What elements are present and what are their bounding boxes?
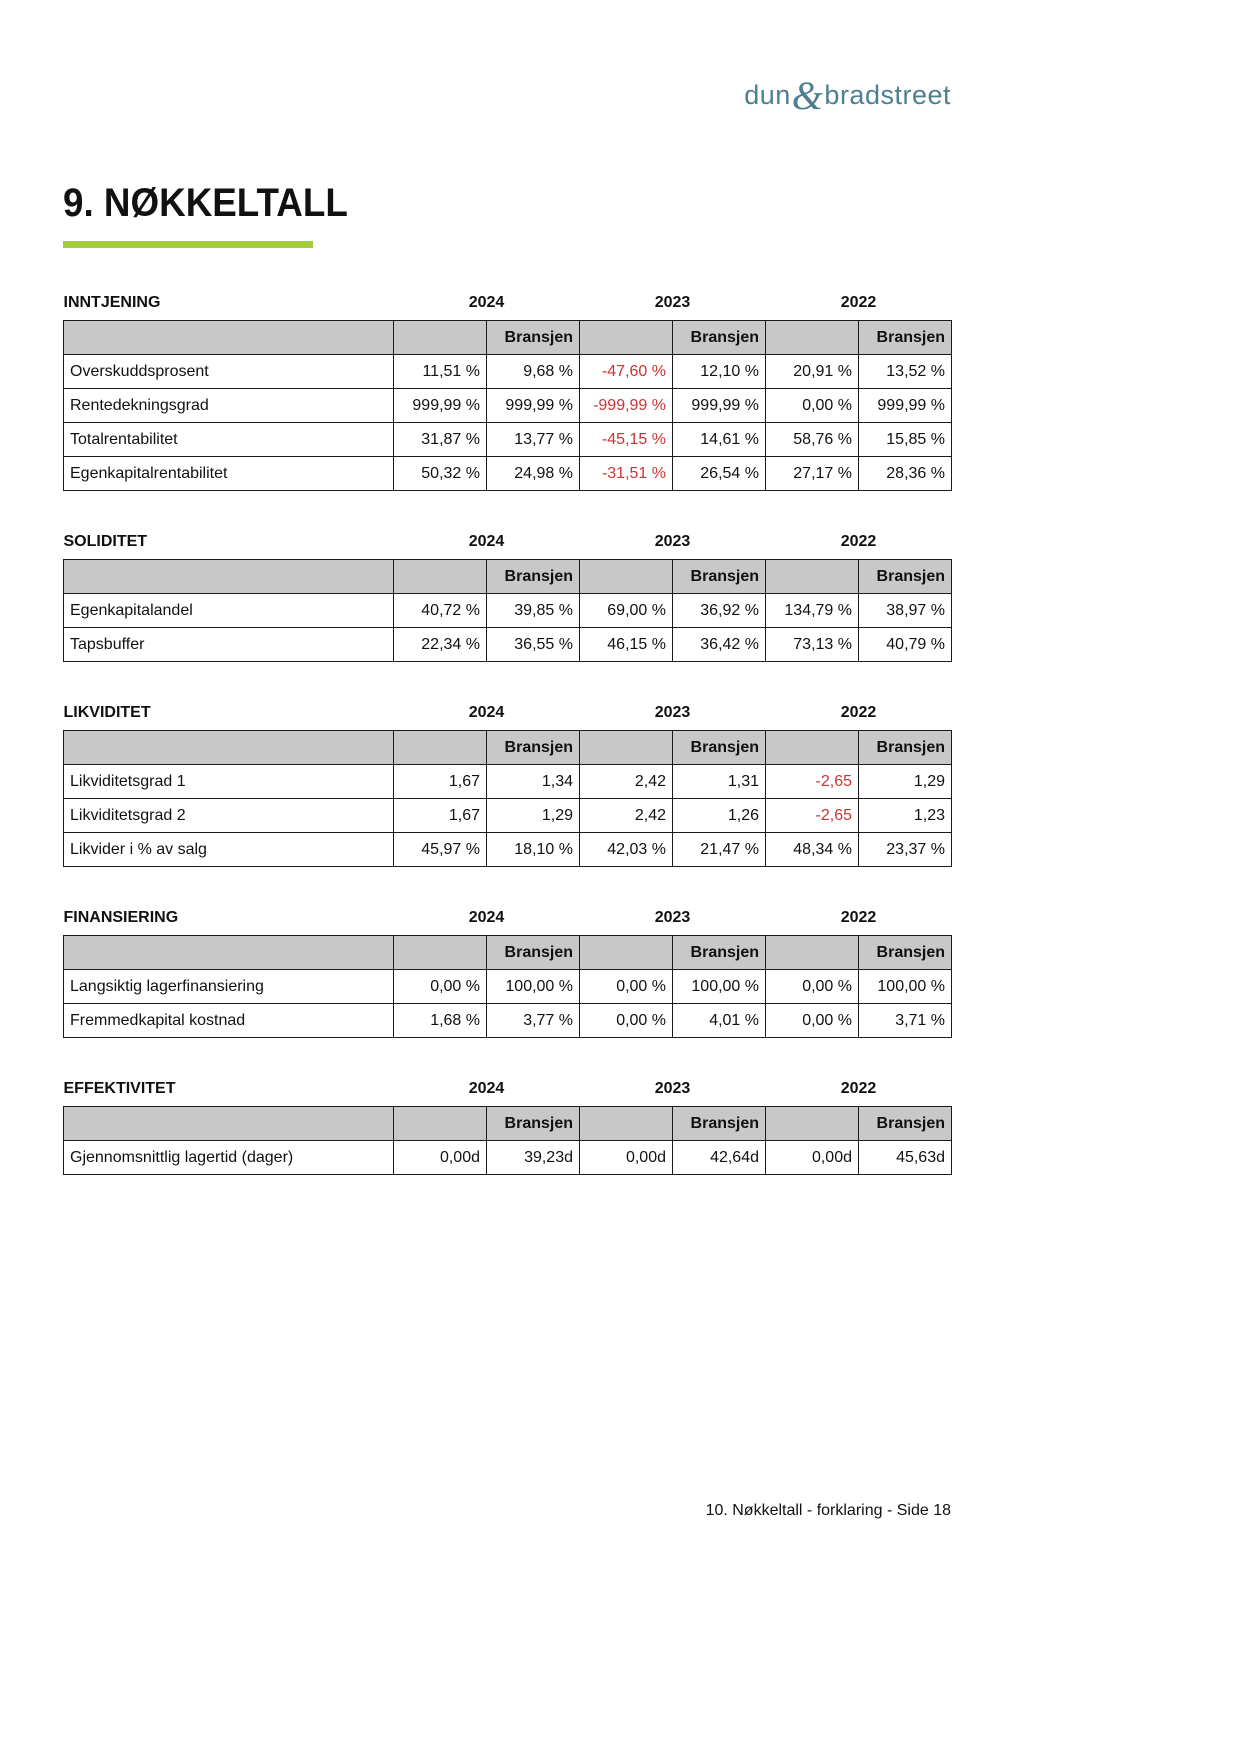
- value-cell: 46,15 %: [580, 628, 673, 662]
- value-cell: 999,99 %: [487, 389, 580, 423]
- industry-column-label: Bransjen: [673, 321, 766, 355]
- value-cell: 20,91 %: [766, 355, 859, 389]
- row-label: Langsiktig lagerfinansiering: [64, 970, 394, 1004]
- value-cell: 999,99 %: [859, 389, 952, 423]
- value-cell: -2,65: [766, 799, 859, 833]
- year-label: 2022: [840, 1080, 877, 1097]
- value-cell: 0,00 %: [580, 970, 673, 1004]
- value-cell: 27,17 %: [766, 457, 859, 491]
- value-cell: 0,00d: [580, 1141, 673, 1175]
- value-cell: 13,52 %: [859, 355, 952, 389]
- value-cell: 100,00 %: [859, 970, 952, 1004]
- value-cell: 18,10 %: [487, 833, 580, 867]
- year-label: 2023: [654, 909, 691, 926]
- empty-header-cell: [766, 560, 859, 594]
- value-cell: -999,99 %: [580, 389, 673, 423]
- value-cell: 28,36 %: [859, 457, 952, 491]
- ampersand-icon: &: [791, 73, 824, 118]
- value-cell: 2,42: [580, 765, 673, 799]
- year-label: 2024: [468, 704, 505, 721]
- value-cell: -2,65: [766, 765, 859, 799]
- value-cell: 2,42: [580, 799, 673, 833]
- industry-header-row: [64, 936, 952, 970]
- value-cell: 1,26: [673, 799, 766, 833]
- value-cell: 31,87 %: [394, 423, 487, 457]
- value-cell: 40,72 %: [394, 594, 487, 628]
- value-cell: 36,42 %: [673, 628, 766, 662]
- year-label: 2023: [654, 533, 691, 550]
- value-cell: 0,00 %: [766, 389, 859, 423]
- value-cell: 26,54 %: [673, 457, 766, 491]
- section-title-inntjening: INNTJENING: [63, 294, 161, 311]
- empty-header-cell: [394, 560, 487, 594]
- year-label: 2024: [468, 294, 505, 311]
- industry-header-row: [64, 1107, 952, 1141]
- table-row: [64, 970, 952, 1004]
- year-label: 2022: [840, 533, 877, 550]
- industry-column-label: Bransjen: [859, 731, 952, 765]
- empty-header-cell: [580, 936, 673, 970]
- industry-column-label: Bransjen: [487, 1107, 580, 1141]
- value-cell: 36,55 %: [487, 628, 580, 662]
- empty-header-cell: [580, 321, 673, 355]
- section-title-soliditet: SOLIDITET: [63, 533, 148, 550]
- industry-column-label: Bransjen: [859, 936, 952, 970]
- year-header-row: [64, 533, 952, 560]
- industry-column-label: Bransjen: [673, 936, 766, 970]
- empty-header-cell: [580, 1107, 673, 1141]
- section-title-effektivitet: EFFEKTIVITET: [63, 1080, 176, 1097]
- logo-word-dun: dun: [744, 80, 791, 110]
- value-cell: 1,68 %: [394, 1004, 487, 1038]
- table-row: [64, 594, 952, 628]
- table-row: [64, 1004, 952, 1038]
- row-label: Likvider i % av salg: [64, 833, 394, 867]
- empty-header-cell: [580, 560, 673, 594]
- value-cell: 134,79 %: [766, 594, 859, 628]
- row-label: Overskuddsprosent: [64, 355, 394, 389]
- page-footer: 10. Nøkkeltall - forklaring - Side 18: [705, 1502, 951, 1519]
- row-label: Fremmedkapital kostnad: [64, 1004, 394, 1038]
- value-cell: 1,31: [673, 765, 766, 799]
- title-underline: [63, 241, 313, 248]
- value-cell: 42,64d: [673, 1141, 766, 1175]
- empty-header-cell: [580, 731, 673, 765]
- table-soliditet: [63, 533, 952, 662]
- year-label: 2024: [468, 909, 505, 926]
- value-cell: 21,47 %: [673, 833, 766, 867]
- empty-header-cell: [766, 1107, 859, 1141]
- industry-column-label: Bransjen: [673, 560, 766, 594]
- year-header-row: [64, 704, 952, 731]
- value-cell: 11,51 %: [394, 355, 487, 389]
- value-cell: -31,51 %: [580, 457, 673, 491]
- empty-header-cell: [64, 731, 394, 765]
- value-cell: 3,71 %: [859, 1004, 952, 1038]
- empty-header-cell: [766, 321, 859, 355]
- value-cell: 40,79 %: [859, 628, 952, 662]
- value-cell: 14,61 %: [673, 423, 766, 457]
- year-label: 2022: [840, 294, 877, 311]
- table-row: [64, 833, 952, 867]
- industry-column-label: Bransjen: [487, 560, 580, 594]
- empty-header-cell: [394, 731, 487, 765]
- value-cell: 58,76 %: [766, 423, 859, 457]
- logo-word-bradstreet: bradstreet: [824, 80, 951, 110]
- empty-header-cell: [766, 936, 859, 970]
- value-cell: 45,63d: [859, 1141, 952, 1175]
- value-cell: 1,67: [394, 799, 487, 833]
- empty-header-cell: [394, 936, 487, 970]
- value-cell: 48,34 %: [766, 833, 859, 867]
- value-cell: 0,00 %: [394, 970, 487, 1004]
- industry-column-label: Bransjen: [487, 936, 580, 970]
- year-label: 2023: [654, 1080, 691, 1097]
- year-header-row: [64, 294, 952, 321]
- table-effektivitet: [63, 1080, 952, 1175]
- row-label: Egenkapitalandel: [64, 594, 394, 628]
- row-label: Egenkapitalrentabilitet: [64, 457, 394, 491]
- year-label: 2023: [654, 294, 691, 311]
- value-cell: 39,23d: [487, 1141, 580, 1175]
- empty-header-cell: [64, 560, 394, 594]
- empty-header-cell: [394, 321, 487, 355]
- row-label: Rentedekningsgrad: [64, 389, 394, 423]
- report-page: [63, 0, 951, 1175]
- value-cell: 100,00 %: [487, 970, 580, 1004]
- tables-container: [63, 294, 951, 1175]
- value-cell: -47,60 %: [580, 355, 673, 389]
- table-row: [64, 765, 952, 799]
- value-cell: 1,23: [859, 799, 952, 833]
- value-cell: 0,00 %: [766, 970, 859, 1004]
- empty-header-cell: [64, 321, 394, 355]
- value-cell: 3,77 %: [487, 1004, 580, 1038]
- empty-header-cell: [64, 1107, 394, 1141]
- year-label: 2024: [468, 1080, 505, 1097]
- row-label: Tapsbuffer: [64, 628, 394, 662]
- row-label: Gjennomsnittlig lagertid (dager): [64, 1141, 394, 1175]
- industry-column-label: Bransjen: [859, 1107, 952, 1141]
- table-likviditet: [63, 704, 952, 867]
- value-cell: 4,01 %: [673, 1004, 766, 1038]
- dun-bradstreet-logo: [63, 72, 951, 119]
- value-cell: 999,99 %: [394, 389, 487, 423]
- value-cell: 36,92 %: [673, 594, 766, 628]
- value-cell: 1,29: [487, 799, 580, 833]
- value-cell: 50,32 %: [394, 457, 487, 491]
- industry-header-row: [64, 321, 952, 355]
- table-row: [64, 355, 952, 389]
- industry-column-label: Bransjen: [859, 560, 952, 594]
- industry-column-label: Bransjen: [673, 731, 766, 765]
- industry-column-label: Bransjen: [487, 321, 580, 355]
- year-label: 2022: [840, 704, 877, 721]
- table-row: [64, 1141, 952, 1175]
- value-cell: 73,13 %: [766, 628, 859, 662]
- page-title: 9. NØKKELTALL: [63, 181, 348, 225]
- table-row: [64, 799, 952, 833]
- value-cell: 0,00d: [766, 1141, 859, 1175]
- table-inntjening: [63, 294, 952, 491]
- year-header-row: [64, 1080, 952, 1107]
- section-title-finansiering: FINANSIERING: [63, 909, 179, 926]
- row-label: Likviditetsgrad 2: [64, 799, 394, 833]
- empty-header-cell: [64, 936, 394, 970]
- value-cell: 39,85 %: [487, 594, 580, 628]
- value-cell: 13,77 %: [487, 423, 580, 457]
- industry-header-row: [64, 731, 952, 765]
- value-cell: 45,97 %: [394, 833, 487, 867]
- industry-column-label: Bransjen: [673, 1107, 766, 1141]
- value-cell: 1,67: [394, 765, 487, 799]
- industry-column-label: Bransjen: [859, 321, 952, 355]
- empty-header-cell: [394, 1107, 487, 1141]
- value-cell: 1,29: [859, 765, 952, 799]
- value-cell: 999,99 %: [673, 389, 766, 423]
- table-row: [64, 423, 952, 457]
- row-label: Likviditetsgrad 1: [64, 765, 394, 799]
- table-row: [64, 457, 952, 491]
- empty-header-cell: [766, 731, 859, 765]
- row-label: Totalrentabilitet: [64, 423, 394, 457]
- value-cell: 23,37 %: [859, 833, 952, 867]
- year-header-row: [64, 909, 952, 936]
- value-cell: -45,15 %: [580, 423, 673, 457]
- value-cell: 9,68 %: [487, 355, 580, 389]
- value-cell: 0,00 %: [766, 1004, 859, 1038]
- year-label: 2024: [468, 533, 505, 550]
- value-cell: 1,34: [487, 765, 580, 799]
- table-row: [64, 628, 952, 662]
- value-cell: 100,00 %: [673, 970, 766, 1004]
- value-cell: 0,00d: [394, 1141, 487, 1175]
- year-label: 2023: [654, 704, 691, 721]
- table-finansiering: [63, 909, 952, 1038]
- value-cell: 24,98 %: [487, 457, 580, 491]
- section-title-likviditet: LIKVIDITET: [63, 704, 151, 721]
- value-cell: 0,00 %: [580, 1004, 673, 1038]
- table-row: [64, 389, 952, 423]
- industry-column-label: Bransjen: [487, 731, 580, 765]
- value-cell: 15,85 %: [859, 423, 952, 457]
- value-cell: 42,03 %: [580, 833, 673, 867]
- value-cell: 22,34 %: [394, 628, 487, 662]
- value-cell: 69,00 %: [580, 594, 673, 628]
- value-cell: 12,10 %: [673, 355, 766, 389]
- year-label: 2022: [840, 909, 877, 926]
- industry-header-row: [64, 560, 952, 594]
- value-cell: 38,97 %: [859, 594, 952, 628]
